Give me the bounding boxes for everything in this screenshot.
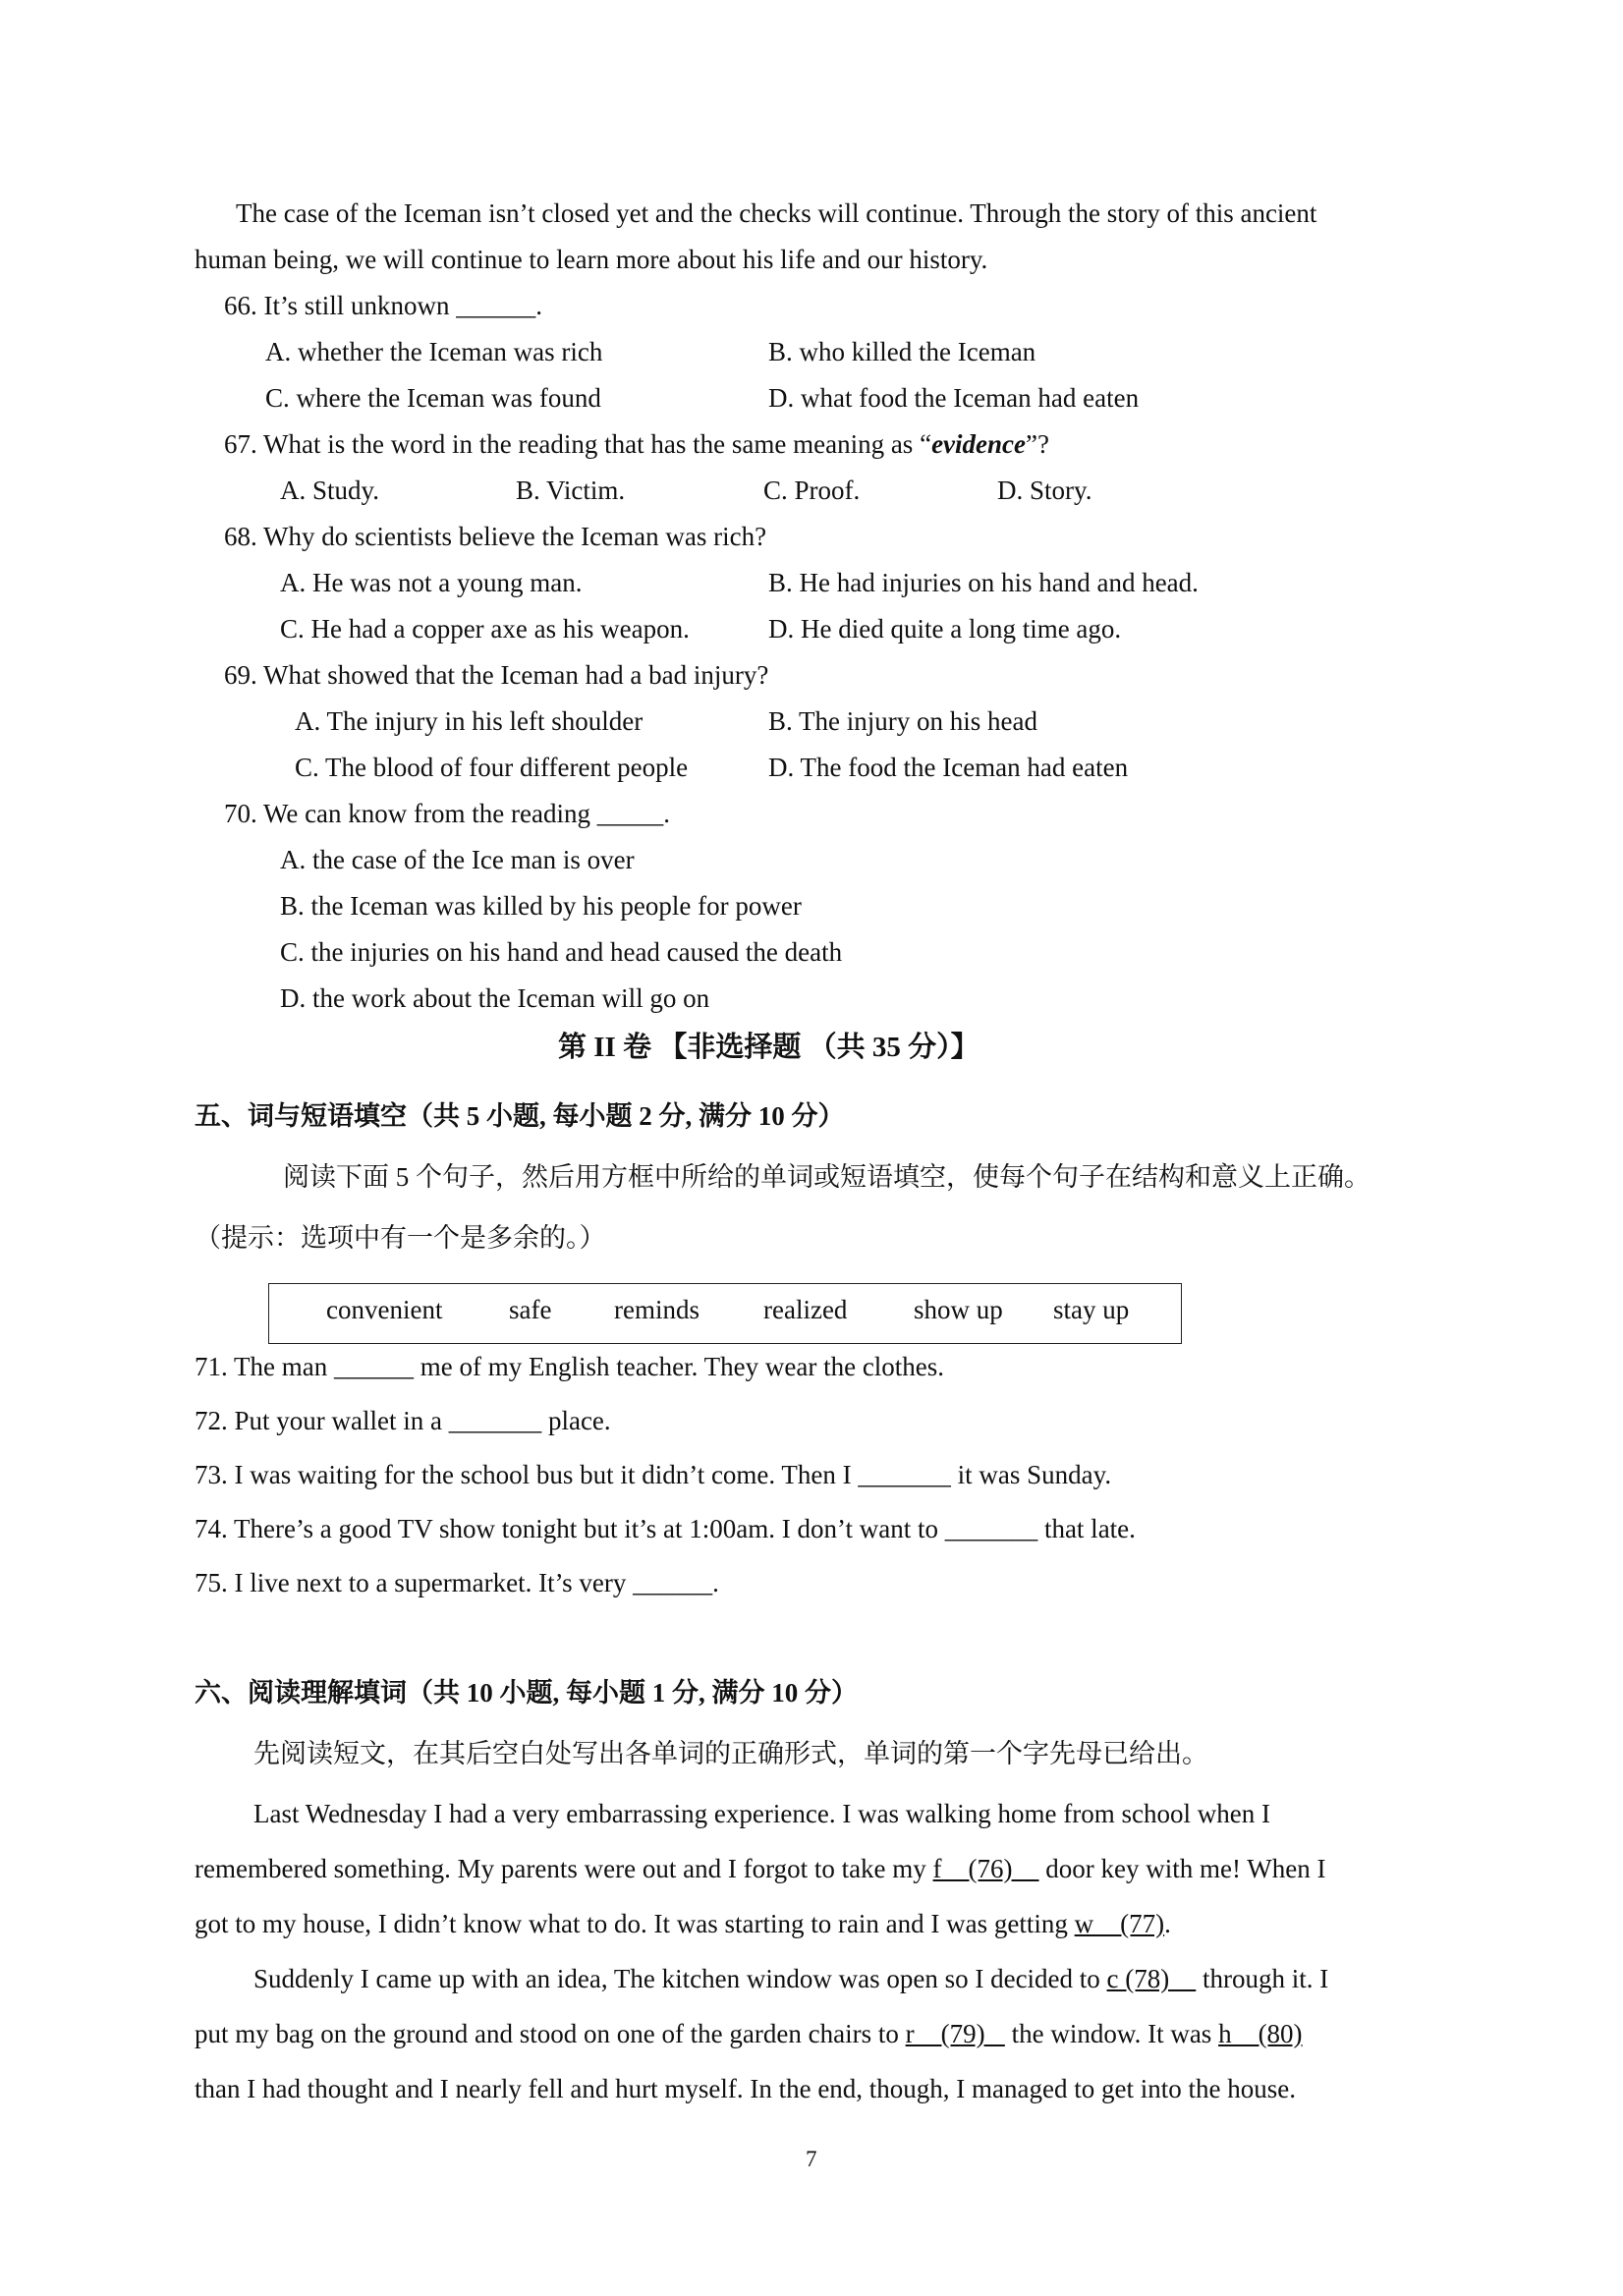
passage-line [195,2021,1303,2047]
question-66-option-b: B. who killed the Iceman [768,337,1036,366]
question-70-option-b: B. the Iceman was killed by his people for power [280,891,802,921]
section-5-title-text: 五、词与短语填空（共 5 小题, 每小题 2 分, 满分 10 分） [195,1101,845,1131]
intro-line-2: human being, we will continue to learn more about his life and our history. [195,245,988,274]
question-68-option-c: C. He had a copper axe as his weapon. [280,614,690,644]
word-bank-item: stay up [1053,1295,1130,1324]
section-6-instruction: 先阅读短文，在其后空白处写出各单词的正确形式，单词的第一个字先母已给出。 [253,1739,1208,1768]
question-67-stem [224,431,1049,458]
passage-line: Last Wednesday I had a very embarrassing experience. I was walking home from school when I [253,1799,1270,1828]
passage-text: . [1164,1909,1171,1938]
question-66-option-c: C. where the Iceman was found [265,383,601,413]
passage-text: put my bag on the ground and stood on one of the garden chairs to [195,2019,906,2048]
question-70-option-a: A. the case of the Ice man is over [280,845,635,874]
question-69-option-c: C. The blood of four different people [295,753,689,782]
word-bank-item: show up [914,1295,1003,1324]
question-73: 73. I was waiting for the school bus but it didn’t come. Then I _______ it was Sunday. [195,1460,1112,1489]
question-75: 75. I live next to a supermarket. It’s very ______. [195,1568,719,1597]
question-74: 74. There’s a good TV show tonight but it’s at 1:00am. I don’t want to _______ that late. [195,1514,1136,1543]
question-68-option-a: A. He was not a young man. [280,568,583,597]
question-68-stem: 68. Why do scientists believe the Iceman was rich? [224,522,767,551]
question-71: 71. The man ______ me of my English teacher. They wear the clothes. [195,1352,945,1381]
intro-line-1: The case of the Iceman isn’t closed yet and the checks will continue. Through the story of this ancient [236,198,1317,228]
blank-76: f (76) [932,1854,1039,1883]
word-bank-item: reminds [614,1295,700,1324]
section-5-title [195,1103,845,1130]
word-bank-item: realized [763,1295,848,1324]
section-6-title [195,1680,858,1707]
question-72: 72. Put your wallet in a _______ place. [195,1406,611,1435]
passage-text: Suddenly I came up with an idea, The kitchen window was open so I decided to [253,1964,1107,1993]
section-6-title-text: 六、阅读理解填词（共 10 小题, 每小题 1 分, 满分 10 分） [195,1678,858,1708]
question-66-option-a: A. whether the Iceman was rich [265,337,603,366]
question-68-option-b: B. He had injuries on his hand and head. [768,568,1199,597]
question-69-option-a: A. The injury in his left shoulder [295,706,644,736]
passage-text: the window. It was [1004,2019,1219,2048]
question-67-stem-pre: 67. What is the word in the reading that has the same meaning as “ [224,429,932,459]
passage-text: remembered something. My parents were out and I forgot to take my [195,1854,933,1883]
question-67-option-b: B. Victim. [516,476,626,505]
question-66-stem: 66. It’s still unknown ______. [224,291,543,320]
passage-text: through it. I [1196,1964,1329,1993]
question-67-keyword: evidence [931,429,1026,459]
question-67-option-d: D. Story. [997,476,1092,505]
section-5-hint: （提示：选项中有一个是多余的。） [195,1223,606,1253]
passage-line [195,1911,1171,1937]
blank-80: h (80) [1218,2019,1303,2048]
question-67-option-a: A. Study. [280,476,380,505]
word-bank-item: convenient [326,1295,443,1324]
passage-text: door key with me! When I [1038,1854,1326,1883]
section-5-instruction: 阅读下面 5 个句子，然后用方框中所给的单词或短语填空，使每个句子在结构和意义上正确。 [283,1162,1371,1192]
page-number: 7 [806,2147,817,2171]
question-70-option-d: D. the work about the Iceman will go on [280,983,710,1013]
blank-79: r (79) [905,2019,1005,2048]
passage-text: got to my house, I didn’t know what to do. It was starting to rain and I was getting [195,1909,1075,1938]
blank-78: c (78) [1106,1964,1197,1993]
question-69-option-d: D. The food the Iceman had eaten [768,753,1129,782]
passage-line: than I had thought and I nearly fell and hurt myself. In the end, though, I managed to get into the house. [195,2074,1296,2103]
passage-line [253,1966,1328,1992]
passage-line [195,1856,1325,1882]
question-68-option-d: D. He died quite a long time ago. [768,614,1122,644]
question-70-option-c: C. the injuries on his hand and head caused the death [280,937,843,967]
question-67-stem-post: ”? [1026,429,1049,459]
blank-77: w (77) [1074,1909,1165,1938]
question-66-option-d: D. what food the Iceman had eaten [768,383,1140,413]
question-69-option-b: B. The injury on his head [768,706,1037,736]
question-70-stem: 70. We can know from the reading _____. [224,799,670,828]
question-69-stem: 69. What showed that the Iceman had a bad injury? [224,660,769,690]
question-67-option-c: C. Proof. [763,476,861,505]
part-2-title: 第 II 卷 【非选择题 （共 35 分）】 [558,1032,979,1063]
word-bank-item: safe [509,1295,552,1324]
